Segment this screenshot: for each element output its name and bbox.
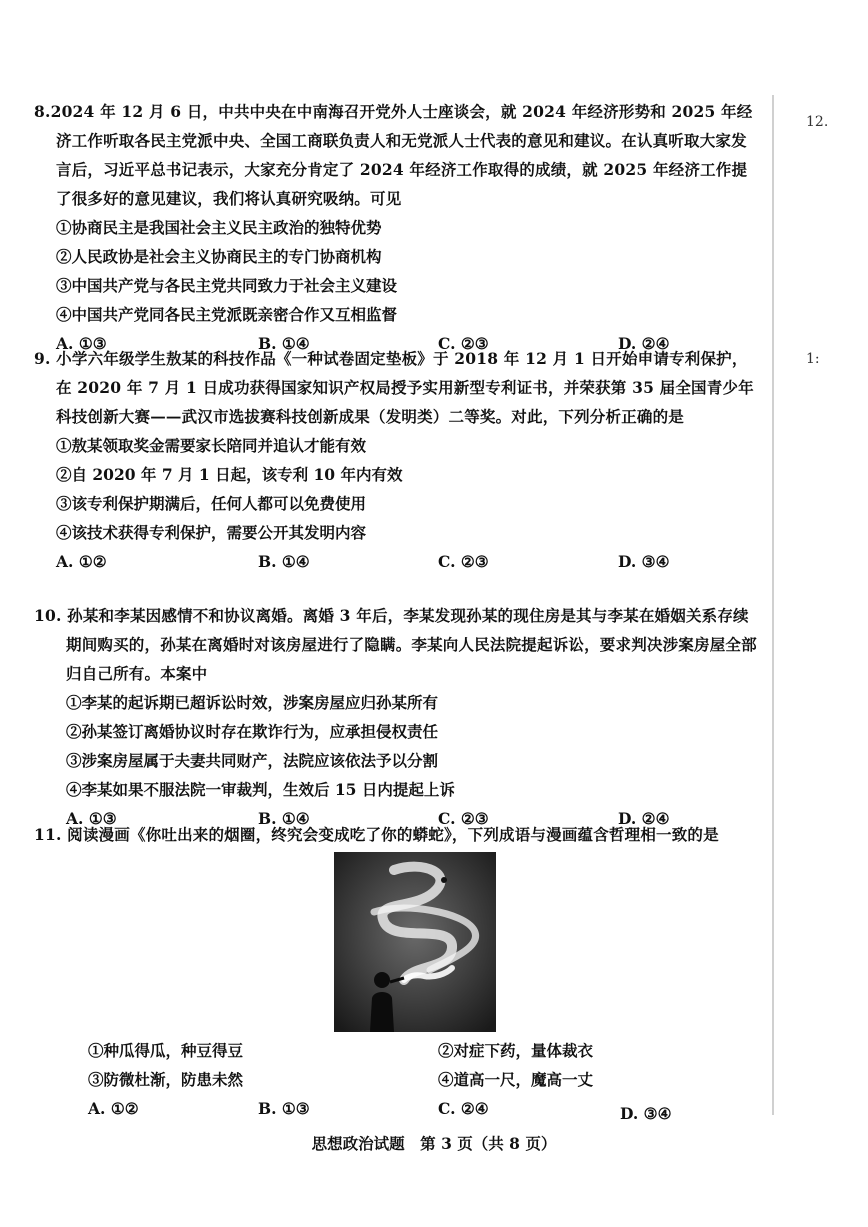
- choice-a[interactable]: A. ①③: [66, 809, 117, 828]
- choice-a[interactable]: A. ①②: [88, 1099, 139, 1118]
- idiom-row: [0, 1036, 760, 1065]
- question-8: [0, 97, 760, 358]
- option-4: ④李某如果不服法院一审裁判，生效后 15 日内提起上诉: [66, 780, 455, 799]
- option-4: ④该技术获得专利保护，需要公开其发明内容: [56, 523, 367, 542]
- choice-b[interactable]: B. ①③: [258, 1099, 310, 1118]
- question-stem: 11. 阅读漫画《你吐出来的烟圈，终究会变成吃了你的蟒蛇》，下列成语与漫画蕴含哲理相一致的是: [34, 825, 719, 844]
- option-2: ②对症下药，量体裁衣: [438, 1041, 594, 1060]
- column-divider: [772, 95, 774, 1115]
- margin-question-number: 12.: [806, 114, 829, 130]
- smoke-snake-cartoon: [334, 852, 496, 1032]
- option-1: ①协商民主是我国社会主义民主政治的独特优势: [56, 218, 382, 237]
- choice-b[interactable]: B. ①④: [258, 334, 310, 353]
- option-3: ③中国共产党与各民主党共同致力于社会主义建设: [56, 276, 398, 295]
- choice-d[interactable]: D. ③④: [620, 1104, 672, 1123]
- choice-b[interactable]: B. ①④: [258, 809, 310, 828]
- choice-a[interactable]: A. ①③: [56, 334, 107, 353]
- option-4: ④中国共产党同各民主党派既亲密合作又互相监督: [56, 305, 398, 324]
- question-stem: 10. 孙某和李某因感情不和协议离婚。离婚 3 年后，李某发现孙某的现住房是其与李某在婚姻关系存续期间购买的，孙某在离婚时对该房屋进行了隐瞒。李某向人民法院提起诉讼，要求判决涉案房屋全部归自己所有。本案中: [34, 606, 757, 683]
- answer-choices: [0, 547, 760, 576]
- choice-c[interactable]: C. ②③: [438, 334, 489, 353]
- question-10: [0, 601, 760, 833]
- question-stem: 9. 小学六年级学生敖某的科技作品《一种试卷固定垫板》于 2018 年 12 月 1 日开始申请专利保护，在 2020 年 7 月 1 日成功获得国家知识产权局授予实用新型专利证书，并荣获第 35 届全国青少年科技创新大赛——武汉市选拔赛科技创新成果（发明类）二等奖。对此，下列分析正确的是: [34, 349, 754, 426]
- option-3: ③涉案房屋属于夫妻共同财产，法院应该依法予以分割: [66, 751, 439, 770]
- choice-c[interactable]: C. ②③: [438, 809, 489, 828]
- choice-d[interactable]: D. ②④: [618, 809, 670, 828]
- question-9: [0, 344, 760, 576]
- option-1: ①李某的起诉期已超诉讼时效，涉案房屋应归孙某所有: [66, 693, 439, 712]
- option-3: ③防微杜渐，防患未然: [88, 1070, 244, 1089]
- question-stem: 8.2024 年 12 月 6 日，中共中央在中南海召开党外人士座谈会，就 2024 年经济形势和 2025 年经济工作听取各民主党派中央、全国工商联负责人和无党派人士代表的意见和建议。在认真听取大家发言后，习近平总书记表示，大家充分肯定了 2024 年经济工作取得的成绩，就 2025 年经济工作提了很多好的意见建议，我们将认真研究吸纳。可见: [34, 102, 753, 208]
- option-1: ①敖某领取奖金需要家长陪同并追认才能有效: [56, 436, 367, 455]
- idiom-row: [0, 1065, 760, 1094]
- choice-a[interactable]: A. ①②: [56, 552, 107, 571]
- question-11: [0, 820, 760, 849]
- option-1: ①种瓜得瓜，种豆得豆: [88, 1041, 244, 1060]
- answer-choices: [0, 1094, 760, 1123]
- choice-d[interactable]: D. ③④: [618, 552, 670, 571]
- choice-d[interactable]: D. ②④: [618, 334, 670, 353]
- cartoon-image: [334, 852, 496, 1032]
- option-2: ②自 2020 年 7 月 1 日起，该专利 10 年内有效: [56, 465, 403, 484]
- choice-c[interactable]: C. ②③: [438, 552, 489, 571]
- page-footer: 思想政治试题 第 3 页（共 8 页）: [311, 1134, 557, 1153]
- option-4: ④道高一尺，魔高一丈: [438, 1070, 594, 1089]
- option-2: ②人民政协是社会主义协商民主的专门协商机构: [56, 247, 382, 266]
- margin-question-number: 1:: [806, 351, 820, 367]
- option-3: ③该专利保护期满后，任何人都可以免费使用: [56, 494, 367, 513]
- choice-c[interactable]: C. ②④: [438, 1099, 489, 1118]
- option-2: ②孙某签订离婚协议时存在欺诈行为，应承担侵权责任: [66, 722, 439, 741]
- choice-b[interactable]: B. ①④: [258, 552, 310, 571]
- idiom-options: [0, 1036, 760, 1123]
